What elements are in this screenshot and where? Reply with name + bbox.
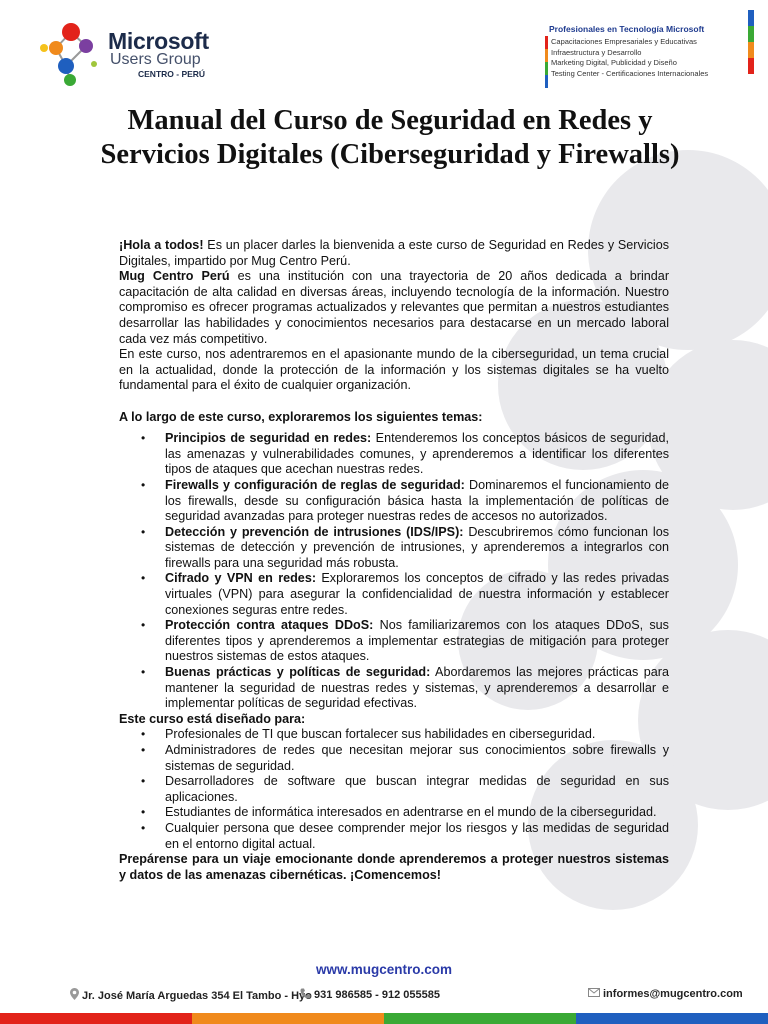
address: Jr. José María Arguedas 354 El Tambo - Hyo <box>70 988 312 1003</box>
audience-list <box>119 727 669 852</box>
greeting: ¡Hola a todos! <box>119 238 204 252</box>
website-link[interactable]: www.mugcentro.com <box>315 962 452 977</box>
org-paragraph: Mug Centro Perú es una institución con una trayectoria de 20 años dedicada a brindar capacitación de alta calidad en diversas áreas, incluyendo tecnología de la información. Nuestro compromiso es ofrecer programas actualizados y relevantes que permitan a nuestros estudiantes desarrollar las habilidades y conocimientos necesarios para destacarse en un mercado laboral cada vez más competitivo. <box>119 269 670 346</box>
list-item: • Cualquier persona que desee comprender mejor los riesgos y las medidas de seguridad en el entorno digital actual. <box>119 821 669 852</box>
phone: 931 986585 - 912 055585 <box>300 988 440 1002</box>
email[interactable]: informes@mugcentro.com <box>588 988 743 1000</box>
logo-title: Microsoft <box>108 28 209 54</box>
course-paragraph: En este curso, nos adentraremos en el apasionante mundo de la ciberseguridad, un tema crucial en la actualidad, donde la protección de la información y los sistemas digitales se ha vuelto fundamental para el éxito de cualquier organización. <box>119 347 669 393</box>
list-item: • Detección y prevención de intrusiones (IDS/IPS): Descubriremos cómo funcionan los sistemas de detección y prevención de intrusiones, y aprenderemos a integrarlos con firewalls para una seguridad más robusta. <box>119 525 669 572</box>
list-item: • Estudiantes de informática interesados en adentrarse en el mundo de la ciberseguridad. <box>119 805 669 821</box>
services-title: Profesionales en Tecnología Microsoft <box>549 24 705 34</box>
closing-paragraph: Prepárense para un viaje emocionante donde aprenderemos a proteger nuestros sistemas y datos de las amenazas cibernéticas. ¡Comencemos! <box>119 852 669 882</box>
services-item: Marketing Digital, Publicidad y Diseño <box>551 58 677 67</box>
document-title: Manual del Curso de Seguridad en Redes y Servicios Digitales (Ciberseguridad y Firewalls) <box>100 105 680 170</box>
list-item: • Profesionales de TI que buscan fortalecer sus habilidades en ciberseguridad. <box>119 727 669 743</box>
org-name: Mug Centro Perú <box>119 269 230 284</box>
intro-paragraph: ¡Hola a todos! Es un placer darles la bienvenida a este curso de Seguridad en Redes y Servicios Digitales, impartido por Mug Centro Perú. <box>119 238 669 268</box>
footer-color-bar <box>0 1013 768 1024</box>
topics-list <box>119 431 669 712</box>
list-item: • Buenas prácticas y políticas de seguridad: Abordaremos las mejores prácticas para mantener la seguridad de nuestras redes y sistemas, y aprenderemos a desarrollar e implementar políticas de seguridad efectivas. <box>119 665 669 712</box>
document-body <box>119 238 669 883</box>
services-item: Testing Center - Certificaciones Internacionales <box>551 68 709 78</box>
services-list <box>551 37 745 79</box>
services-item: Capacitaciones Empresariales y Educativas <box>551 37 697 46</box>
services-item: Infraestructura y Desarrollo <box>551 47 642 57</box>
list-item: • Protección contra ataques DDoS: Nos familiarizaremos con los ataques DDoS, sus diferentes tipos y aprenderemos a implementar estrategias de mitigación para proteger nuestros sistemas de estos ataques. <box>119 618 669 665</box>
location-pin-icon <box>70 988 79 1003</box>
phone-icon <box>300 988 311 1002</box>
edge-color-bars <box>748 10 754 74</box>
list-item: • Firewalls y configuración de reglas de seguridad: Dominaremos el funcionamiento de los firewalls, desde su configuración básica hasta la implementación de políticas de seguridad avanzadas para proteger nuestras redes de accesos no autorizados. <box>119 478 669 525</box>
list-item: • Administradores de redes que necesitan mejorar sus conocimientos sobre firewalls y sistemas de seguridad. <box>119 743 669 774</box>
contact-line <box>60 988 743 1004</box>
services-color-bars <box>545 36 548 88</box>
logo-subtitle: Users Group <box>110 51 201 68</box>
topics-heading: A lo largo de este curso, exploraremos los siguientes temas: <box>119 409 483 424</box>
services-panel <box>545 24 745 79</box>
molecule-logo-icon <box>36 18 106 88</box>
envelope-icon <box>588 988 600 1000</box>
list-item: • Cifrado y VPN en redes: Exploraremos los conceptos de cifrado y las redes privadas virtuales (VPN) para asegurar la confidencialidad de nuestra información y establecer conexiones seguras entre redes. <box>119 571 669 618</box>
mug-logo <box>36 18 236 88</box>
list-item: • Principios de seguridad en redes: Entenderemos los conceptos básicos de seguridad, las amenazas y vulnerabilidades comunes, y aprenderemos a identificar los diferentes tipos de ataques que acechan nuestras redes. <box>119 431 669 478</box>
audience-heading: Este curso está diseñado para: <box>119 711 306 726</box>
list-item: • Desarrolladores de software que buscan integrar medidas de seguridad en sus aplicaciones. <box>119 774 669 805</box>
logo-location: CENTRO - PERÚ <box>138 69 206 79</box>
